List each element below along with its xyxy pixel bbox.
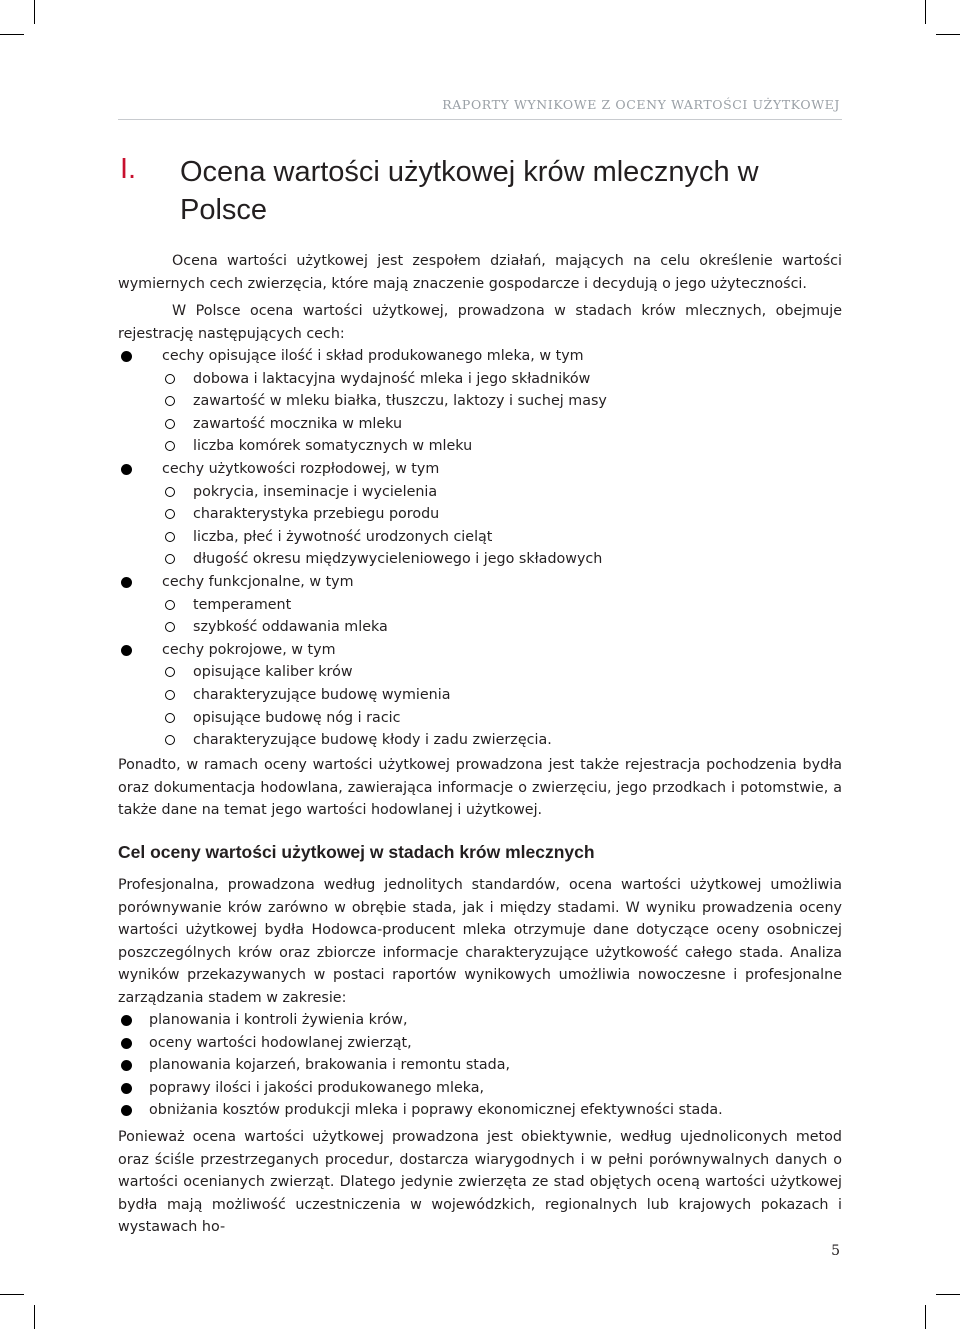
crop-mark-bottom-left-h xyxy=(0,1294,24,1295)
filled-bullet-icon xyxy=(121,1038,132,1049)
list-item-text: planowania i kontroli żywienia krów, xyxy=(149,1012,408,1028)
hollow-bullet-icon xyxy=(165,419,175,429)
goal-item xyxy=(118,1077,842,1100)
hollow-bullet-icon xyxy=(165,554,175,564)
crop-mark-bottom-right-h xyxy=(936,1294,960,1295)
trait-category-item xyxy=(118,571,842,594)
hollow-bullet-icon xyxy=(165,374,175,384)
trait-subitem xyxy=(118,616,842,639)
chapter-title: Ocena wartości użytkowej krów mlecznych w Polsce xyxy=(180,156,759,226)
trait-category-item xyxy=(118,345,842,368)
trait-subitem xyxy=(118,684,842,707)
goals-list xyxy=(118,1009,842,1122)
trait-subitem xyxy=(118,548,842,571)
trait-category-item xyxy=(118,639,842,662)
filled-bullet-icon xyxy=(121,645,132,656)
trait-subitem xyxy=(118,481,842,504)
hollow-bullet-icon xyxy=(165,509,175,519)
list-item-text: charakterystyka przebiegu porodu xyxy=(193,506,440,523)
trait-subitem xyxy=(118,661,842,684)
hollow-bullet-icon xyxy=(165,600,175,610)
trait-subitem xyxy=(118,594,842,617)
filled-bullet-icon xyxy=(121,577,132,588)
trait-subitem xyxy=(118,435,842,458)
list-item-text: liczba, płeć i żywotność urodzonych cieląt xyxy=(193,528,493,545)
page-number: 5 xyxy=(831,1243,840,1259)
list-item-text: charakteryzujące budowę kłody i zadu zwierzęcia. xyxy=(193,732,552,749)
filled-bullet-icon xyxy=(121,1015,132,1026)
hollow-bullet-icon xyxy=(165,441,175,451)
list-item-text: opisujące kaliber krów xyxy=(193,664,353,681)
list-item-text: zawartość mocznika w mleku xyxy=(193,415,403,432)
list-item-text: cechy pokrojowe, w tym xyxy=(162,641,336,658)
hollow-bullet-icon xyxy=(165,487,175,497)
filled-bullet-icon xyxy=(121,464,132,475)
filled-bullet-icon xyxy=(121,1105,132,1116)
list-item-text: charakteryzujące budowę wymienia xyxy=(193,686,451,703)
list-item-text: planowania kojarzeń, brakowania i remontu stada, xyxy=(149,1057,511,1074)
goal-item xyxy=(118,1032,842,1055)
hollow-bullet-icon xyxy=(165,532,175,542)
list-item-text: liczba komórek somatycznych w mleku xyxy=(193,438,473,455)
section-heading: Cel oceny wartości użytkowej w stadach krów mlecznych xyxy=(118,842,595,862)
crop-mark-bottom-left-v xyxy=(34,1305,35,1329)
list-item-text: poprawy ilości i jakości produkowanego mleka, xyxy=(149,1079,485,1096)
filled-bullet-icon xyxy=(121,1060,132,1071)
list-item-text: oceny wartości hodowlanej zwierząt, xyxy=(149,1034,412,1051)
header-rule xyxy=(118,119,842,120)
section-paragraph: Profesjonalna, prowadzona według jednolitych standardów, ocena wartości użytkowej umożliwia porównywanie krów zarówno w obrębie stada, jak i między stadami. W wyniku prowadzenia oceny wartości użytkowej bydła Hodowca-producent mleka otrzymuje dane dotyczące oceny osobniczej poszczególnych krów oraz zbiorcze informacje charakteryzujące użytkowość całego stada. Analiza wyników przekazywanych w postaci raportów wynikowych umożliwia nowoczesne i profesjonalne zarządzania stadem w zakresie: xyxy=(118,877,842,1006)
closing-paragraph: Ponieważ ocena wartości użytkowej prowadzona jest obiektywnie, według ujednoliconych metod oraz ściśle przestrzeganych procedur, dostarcza wiarygodnych i w pełni porównywalnych danych o wartości ocenianych zwierząt. Dlatego jedynie zwierzęta ze stad objętych oceną wartości użytkowej bydła mają możliwość uczestniczenia w wojewódzkich, regionalnych lub krajowych pokazach i wystawach ho- xyxy=(118,1129,842,1236)
list-item-text: opisujące budowę nóg i racic xyxy=(193,709,401,726)
hollow-bullet-icon xyxy=(165,713,175,723)
hollow-bullet-icon xyxy=(165,735,175,745)
trait-subitem xyxy=(118,526,842,549)
goal-item xyxy=(118,1009,842,1032)
trait-subitem xyxy=(118,503,842,526)
trait-subitem xyxy=(118,729,842,752)
trait-subitem xyxy=(118,368,842,391)
list-item-text: pokrycia, inseminacje i wycielenia xyxy=(193,483,438,500)
traits-list xyxy=(118,345,842,752)
running-header: RAPORTY WYNIKOWE Z OCENY WARTOŚCI UŻYTKOWEJ xyxy=(442,97,840,112)
crop-mark-top-right-v xyxy=(925,0,926,24)
hollow-bullet-icon xyxy=(165,690,175,700)
crop-mark-top-left-v xyxy=(34,0,35,24)
list-item-text: cechy funkcjonalne, w tym xyxy=(162,573,354,590)
traits-intro-paragraph: W Polsce ocena wartości użytkowej, prowadzona w stadach krów mlecznych, obejmuje rejestrację następujących cech: xyxy=(118,303,842,342)
list-item-text: szybkość oddawania mleka xyxy=(193,619,388,636)
list-item-text: cechy użytkowości rozpłodowej, w tym xyxy=(162,460,440,477)
list-item-text: długość okresu międzywycieleniowego i jego składowych xyxy=(193,551,603,568)
list-item-text: obniżania kosztów produkcji mleka i poprawy ekonomicznej efektywności stada. xyxy=(149,1102,723,1119)
trait-subitem xyxy=(118,413,842,436)
list-item-text: dobowa i laktacyjna wydajność mleka i jego składników xyxy=(193,370,591,387)
goal-item xyxy=(118,1054,842,1077)
after-traits-paragraph: Ponadto, w ramach oceny wartości użytkowej prowadzona jest także rejestracja pochodzenia bydła oraz dokumentacja hodowlana, zawierająca informacje o zwierzęciu, jego przodkach i potomstwie, a także dane na temat jego wartości hodowlanej i użytkowej. xyxy=(118,757,842,819)
trait-subitem xyxy=(118,390,842,413)
crop-mark-top-right-h xyxy=(936,34,960,35)
goal-item xyxy=(118,1099,842,1122)
trait-category-item xyxy=(118,458,842,481)
chapter-number: I. xyxy=(120,153,137,185)
trait-subitem xyxy=(118,707,842,730)
list-item-text: zawartość w mleku białka, tłuszczu, laktozy i suchej masy xyxy=(193,393,607,410)
hollow-bullet-icon xyxy=(165,396,175,406)
crop-mark-bottom-right-v xyxy=(925,1305,926,1329)
crop-mark-top-left-h xyxy=(0,34,24,35)
hollow-bullet-icon xyxy=(165,667,175,677)
hollow-bullet-icon xyxy=(165,622,175,632)
intro-paragraph: Ocena wartości użytkowej jest zespołem działań, mających na celu określenie wartości wymiernych cech zwierzęcia, które mają znaczenie gospodarcze i decydują o jego użyteczności. xyxy=(118,253,842,292)
filled-bullet-icon xyxy=(121,351,132,362)
list-item-text: temperament xyxy=(193,596,292,613)
list-item-text: cechy opisujące ilość i skład produkowanego mleka, w tym xyxy=(162,348,584,364)
filled-bullet-icon xyxy=(121,1083,132,1094)
